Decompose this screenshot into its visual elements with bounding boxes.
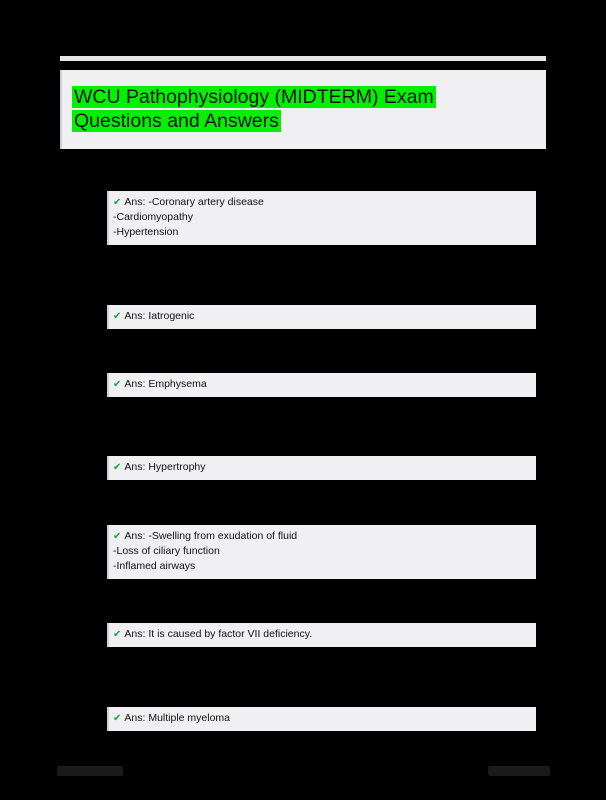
check-icon: ✔ bbox=[113, 713, 122, 724]
check-icon: ✔ bbox=[113, 379, 122, 390]
title-highlight: WCU Pathophysiology (MIDTERM) Exam Questions and Answers bbox=[74, 86, 434, 132]
header-divider bbox=[60, 56, 546, 61]
answer-box-1 bbox=[107, 191, 536, 245]
title-box bbox=[60, 70, 546, 149]
answer-box-3 bbox=[107, 373, 536, 397]
check-icon: ✔ bbox=[113, 197, 122, 208]
check-icon: ✔ bbox=[113, 531, 122, 542]
answer-box-4 bbox=[107, 456, 536, 480]
answer-box-6 bbox=[107, 623, 536, 647]
answer-line: ✔ Ans: -Swelling from exudation of fluid bbox=[113, 530, 298, 542]
page-title bbox=[72, 85, 492, 133]
answer-line: ✔ Ans: Multiple myeloma bbox=[113, 712, 231, 724]
footer-right-mark bbox=[488, 766, 550, 776]
answer-line: -Hypertension bbox=[113, 226, 179, 238]
check-icon: ✔ bbox=[113, 629, 122, 640]
check-icon: ✔ bbox=[113, 462, 122, 473]
footer-left-mark bbox=[57, 766, 123, 776]
answer-line: ✔ Ans: It is caused by factor VII deficiency. bbox=[113, 628, 313, 640]
answer-line: -Loss of ciliary function bbox=[113, 545, 220, 557]
answer-box-5 bbox=[107, 525, 536, 579]
answer-line: -Inflamed airways bbox=[113, 560, 196, 572]
check-icon: ✔ bbox=[113, 311, 122, 322]
answer-line: ✔ Ans: Emphysema bbox=[113, 378, 207, 390]
answer-box-2 bbox=[107, 305, 536, 329]
answer-line: ✔ Ans: Hypertrophy bbox=[113, 461, 206, 473]
answer-line: ✔ Ans: Iatrogenic bbox=[113, 310, 195, 322]
answer-line: ✔ Ans: -Coronary artery disease bbox=[113, 196, 264, 208]
answer-box-7 bbox=[107, 707, 536, 731]
answer-line: -Cardiomyopathy bbox=[113, 211, 193, 223]
